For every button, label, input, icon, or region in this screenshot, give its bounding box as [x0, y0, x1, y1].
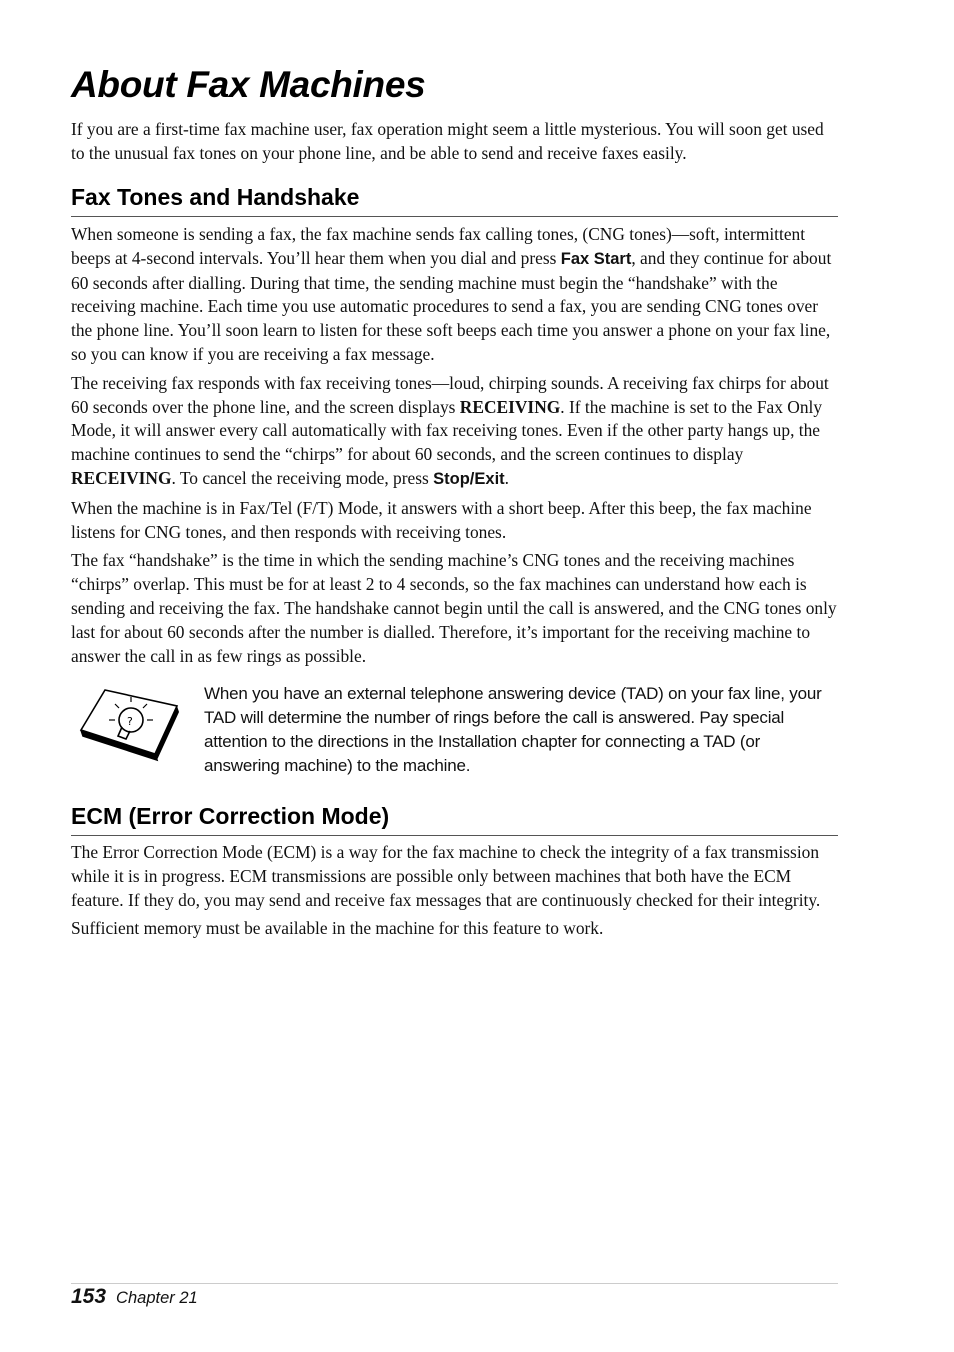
tip-note — [71, 682, 838, 782]
fax-tones-body — [71, 223, 838, 668]
text-run: When someone is sending a fax, the fax machine sends fax calling tones, (CNG tones)—soft, intermittent beeps at 4-second intervals. You’ll hear them when you dial and press — [71, 224, 806, 268]
fax-tones-paragraph-2 — [71, 372, 838, 492]
fax-start-key-label: Fax Start — [560, 249, 632, 268]
text-run: . To cancel the receiving mode, press — [171, 467, 434, 488]
text-run: . — [504, 467, 510, 488]
page-footer — [71, 1285, 198, 1309]
fax-tones-paragraph-3: When the machine is in Fax/Tel (F/T) Mode, it answers with a short beep. After this beep, the fax machine listens for CNG tones, and then responds with receiving tones. — [71, 497, 812, 542]
tip-note-text: When you have an external telephone answering device (TAD) on your fax line, your TAD will determine the number of rings before the call is answered. Pay special attention to the directions in the Installation chapter for connecting a TAD (or answering machine) to the machine. — [204, 684, 822, 775]
fax-tones-paragraph-1 — [71, 223, 838, 367]
ecm-paragraph-1: The Error Correction Mode (ECM) is a way for the fax machine to check the integrity of a fax transmission while it is in progress. ECM transmissions are possible only between machines that both have the ECM feature. If they do, you may send and receive fax messages that are continuously checked for their integrity. — [71, 842, 821, 910]
footer-divider — [71, 1283, 838, 1284]
ecm-paragraph-2: Sufficient memory must be available in the machine for this feature to work. — [71, 918, 604, 939]
receiving-display-label: RECEIVING — [459, 396, 561, 417]
svg-text:?: ? — [127, 715, 133, 728]
receiving-display-label: RECEIVING — [71, 467, 172, 488]
text-run: . If the machine is set to the Fax Only Mode, it will answer every call automatically with fax receiving tones. Even if the other party hangs up, the machine continues to send the “chirps” for about 60 seconds, and the screen continues to display — [71, 396, 823, 465]
stop-exit-key-label: Stop/Exit — [433, 469, 505, 488]
ecm-body — [71, 841, 838, 941]
page-title: About Fax Machines — [71, 64, 426, 105]
text-run: , and they continue for about 60 seconds after dialling. During that time, the sending machine must begin the “handshake” with the receiving machine. Each time you use automatic procedures to send a fax, you are sending CNG tones over the phone line. You’ll soon learn to listen for these soft beeps each time you answer a phone on your fax line, so you can know if you are receiving a fax message. — [71, 247, 832, 364]
intro-paragraph: If you are a first-time fax machine user, fax operation might seem a little mysterious. You will soon get used to the unusual fax tones on your phone line, and be able to send and receive faxes easily. — [71, 119, 824, 163]
lightbulb-icon — [75, 686, 179, 762]
text-run: The receiving fax responds with fax receiving tones—loud, chirping sounds. A receiving fax chirps for about 60 seconds over the phone line, and the screen displays — [71, 372, 829, 417]
section-heading-ecm: ECM (Error Correction Mode) — [71, 803, 838, 836]
page-number: 153 — [71, 1285, 107, 1308]
fax-tones-paragraph-4: The fax “handshake” is the time in which the sending machine’s CNG tones and the receiving machines “chirps” overlap. This must be for at least 2 to 4 seconds, so the fax machines can understand how each is sending and receiving the fax. The handshake cannot begin until the call is answered, and the CNG tones only last for about 60 seconds after the number is dialled. Therefore, it’s important for the receiving machine to answer the call in as few rings as possible. — [71, 550, 837, 666]
chapter-label: Chapter 21 — [116, 1289, 198, 1307]
intro-block — [71, 118, 838, 166]
section-heading-fax-tones: Fax Tones and Handshake — [71, 184, 838, 217]
